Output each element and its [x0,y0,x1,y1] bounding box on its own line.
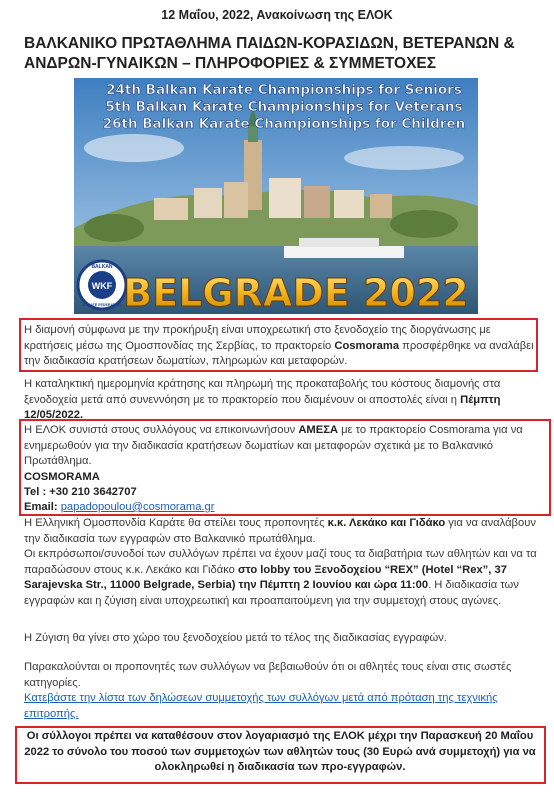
deadline-date: Πέμπτη 12/05/2022. [24,393,501,421]
coaches-paragraph [24,516,540,547]
urgent-word: ΑΜΕΣΑ [298,424,338,436]
contact-agency: COSMORAMA [24,471,100,483]
coaches-text-end: για να αναλάβουν την διαδικασία των εγγραφών στο Βαλκανικό πρωτάθλημα. [24,517,536,545]
championship-banner-image [74,78,478,314]
contact-paragraph [24,423,540,470]
coaches-names: κ.κ. Λεκάκο και Γιδάκο [327,517,446,529]
coaches-text: Η Ελληνική Ομοσπονδία Καράτε θα στείλει τους προπονητές [24,517,328,529]
passports-paragraph [24,547,540,609]
banner-line-3: 26th Balkan Karate Championships for Children [102,116,466,132]
contact-intro-text: Η ΕΛΟΚ συνιστά στους συλλόγους να επικοινωνήσουν [24,424,299,436]
page-title: ΒΑΛΚΑΝΙΚΟ ΠΡΩΤΑΘΛΗΜΑ ΠΑΙΔΩΝ-ΚΟΡΑΣΙΔΩΝ, ΒΕΤΕΡΑΝΩΝ & ΑΝΔΡΩΝ-ΓΥΝΑΙΚΩΝ – ΠΛΗΡΟΦΟΡΙΕΣ & ΣΥΜΜΕΤΟΧΕΣ [24,35,515,72]
contact-email-link[interactable]: papadopoulou@cosmorama.gr [60,501,215,513]
banner-line-1: 24th Balkan Karate Championships for Seniors [106,82,462,98]
contact-phone-text: Tel : +30 210 3642707 [24,486,137,498]
banner-logo-bottom: KARATE FEDERATION [82,303,122,307]
payment-deadline-notice: Οι σύλλογοι πρέπει να καταθέσουν στον λογαριασμό της ΕΛΟΚ μέχρι την Παρασκευή 20 Μαΐου 2022 το σύνολο του ποσού των συμμετοχών των αθλητών τους (30 Ευρώ ανά συμμετοχή) για να ολοκληρωθεί η διαδικασία των προ-εγγραφών. [24,730,536,773]
entries-list-link-wrapper [24,691,540,722]
entries-list-link[interactable]: Κατεβάστε την λίστα των δηλώσεων συμμετοχής των συλλόγων μετά από πρόταση της τεχνικής επιτροπής. [24,692,498,720]
email-label: Email: [24,501,61,513]
agency-name-bold: Cosmorama [334,339,400,352]
passports-text-end: . Η διαδικασία των εγγραφών και η ζύγιση είναι υποχρεωτική και προαπαιτούμενη για την συμμετοχή στους αγώνες. [24,579,519,607]
contact-intro-text-end: με το πρακτορείο Cosmorama για να ενημερωθούν για την διαδικασία κρατήσεων δωματίων και μεταφορών σχετικά με το Βαλκανικό Πρωτάθλημα. [24,424,523,467]
hotel-info-paragraph [24,323,540,370]
announcement-date: 12 Μαΐου, 2022, Ανακοίνωση της ΕΛΟΚ [161,8,393,22]
registration-location: στο lobby του Ξενοδοχείου “REX” (Hotel “Rex”, 37 Sarajevska Str., 11000 Belgrade, Serbia) την Πέμπτη 2 Ιουνίου και ώρα 11:00 [24,563,507,591]
deadline-text: Η καταληκτική ημερομηνία κράτησης και πληρωμή της προκαταβολής του κόστους διαμονής στα ξενοδοχεία μετά από συνεννόηση με το πρακτορείο που διαμένουν οι αποστολές είναι η [24,378,501,406]
banner-line-2: 5th Balkan Karate Championships for Veterans [105,99,463,115]
contact-phone [24,485,540,501]
banner-logo-center: WKF [91,281,113,291]
contact-name [24,470,540,486]
categories-paragraph: Παρακαλούνται οι προπονητές των συλλόγων να βεβαιωθούν ότι οι αθλητές τους είναι στις σωστές κατηγορίες. [24,661,512,689]
banner-city-title: BELGRADE 2022 [123,271,469,314]
hotel-info-text-end: προσφέρθηκε να αναλάβει την διαδικασία κρατήσεων δωματίων, πληρωμών και μεταφορών. [24,339,534,367]
deadline-paragraph [24,377,540,424]
hotel-info-text: Η διαμονή σύμφωνα με την προκήρυξη είναι υποχρεωτική στο ξενοδοχείο της διοργάνωσης με κρατήσεις μέσω της Ομοσπονδίας της Σερβίας, το πρακτορείο [24,324,491,352]
passports-text: Οι εκπρόσωποι/συνοδοί των συλλόγων πρέπει να έχουν μαζί τους τα διαβατήρια των αθλητών και να τα παραδώσουν στους κ.κ. Λεκάκο και Γιδάκο [24,548,537,576]
weighing-paragraph: Η Ζύγιση θα γίνει στο χώρο του ξενοδοχείου μετά το τέλος της διαδικασίας εγγραφών. [24,632,447,644]
banner-logo-top: BALKAN [91,264,113,270]
contact-email-row [24,500,540,516]
